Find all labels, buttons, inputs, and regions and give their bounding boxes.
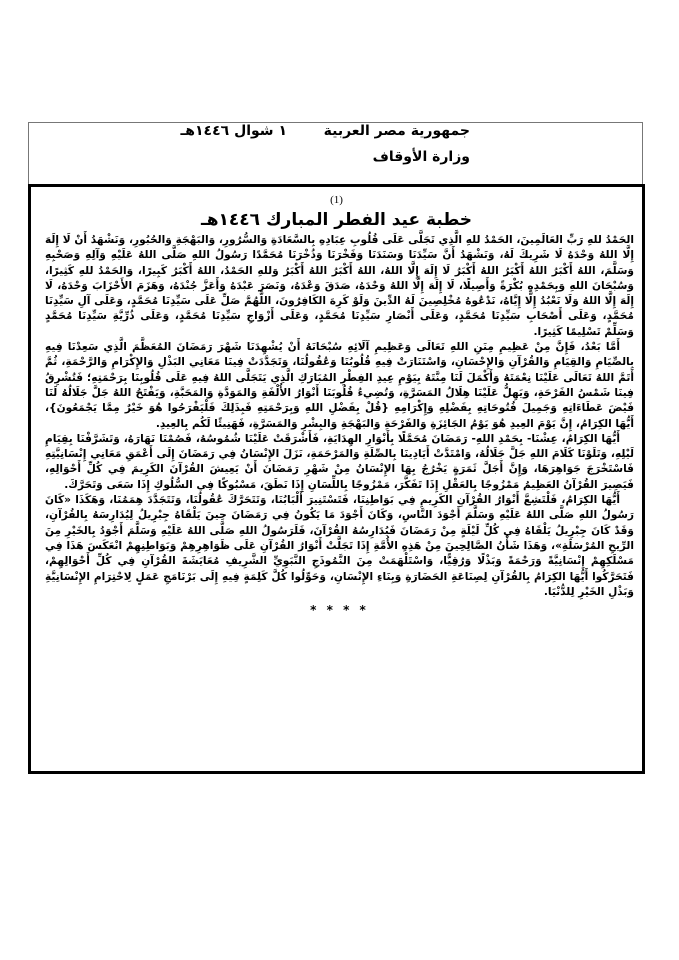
hijri-date: ١ شوال ١٤٤٦هـ	[180, 123, 287, 139]
paragraph-opening: الحَمْدُ للهِ رَبِّ العَالَمِينَ، الحَمْدُ للهِ الَّذِي تَجَلَّى عَلَى قُلُوبِ عِبَادِهِ بِالسَّعَادَةِ وَالسُّرُورِ، وَالبَهْجَةِ وَالحُبُورِ، وَنَشْهَدُ أَنْ لَا إِلَهَ إِلَّا اللهُ وَحْدَهُ لَا شَرِيكَ لَهُ، وَنَشْهَدُ أَنَّ سَيِّدَنَا وَسَنَدَنَا وَفَخْرَنَا وَذُخْرَنَا مُحَمَّدًا رَسُولُ اللهِ صَلَّى اللهُ عَلَيْهِ وَآلِهِ وَصَحْبِهِ وَسَلَّمَ، اللهُ أَكْبَرُ اللهُ أَكْبَرُ اللهُ أَكْبَرُ لَا إِلَهَ إِلَّا اللهُ، اللهُ أَكْبَرُ اللهُ أَكْبَرُ وَللهِ الحَمْدُ، اللهُ أَكْبَرُ كَبِيرًا، وَالحَمْدُ للهِ كَثِيرًا، وَسُبْحَانَ اللهِ وَبِحَمْدِهِ بُكْرَةً وَأَصِيلًا، لَا إِلَهَ إِلَّا اللهُ وَحْدَهُ، صَدَقَ وَعْدَهُ، وَنَصَرَ عَبْدَهُ وَأَعَزَّ جُنْدَهُ، وَهَزَمَ الأَحْزَابَ وَحْدَهُ، لَا إِلَهَ إِلَّا اللهُ وَلَا نَعْبُدُ إِلَّا إِيَّاهُ، نَدْعُوهُ مُخْلِصِينَ لَهُ الدِّينَ وَلَوْ كَرِهَ الكَافِرُونَ، اللَّهُمَّ صَلِّ عَلَى سَيِّدِنَا مُحَمَّدٍ، وَعَلَى آلِ سَيِّدِنَا مُحَمَّدٍ، وَعَلَى أَصْحَابِ سَيِّدِنَا مُحَمَّدٍ، وَعَلَى أَنْصَارِ سَيِّدِنَا مُحَمَّدٍ، وَعَلَى أَزْوَاجِ سَيِّدِنَا مُحَمَّدٍ، وَعَلَى ذُرِّيَّةِ سَيِّدِنَا مُحَمَّدٍ وَسَلِّمْ تَسْلِيمًا كَثِيرًا.	[45, 234, 634, 338]
republic-name: جمهورية مصر العربية	[323, 123, 470, 139]
paragraph-3: أَيُّهَا الكِرَامُ، عِشْنَا- بِحَمْدِ اللهِ- رَمَضَانَ مُحَمَّلًا بِأَنْوَارِ الهِدَايَةِ، فَأَشْرَقَتْ عَلَيْنَا شُمُوسُهُ، فَصُمْنَا نَهَارَهُ، وَتَشَرَّفْنَا بِقِيَامِ لَيْلِهِ، وَتَلَوْنَا كَلَامَ اللهِ جَلَّ جَلَالُهُ، وَامْتَدَّتْ أَيَادِينَا بِالصِّلَةِ وَالمَرْحَمَةِ، نَزَلَ الإِنْسَانُ فِي رَمَضَانَ إِلَى أَعْمَقِ مَعَانِي إِنْسَانِيَّتِهِ فَاسْتَخْرَجَ جَوَاهِرَهَا، وَإِنَّ أَجَلَّ ثَمَرَةٍ يَخْرُجُ بِهَا الإِنْسَانُ مِنْ شَهْرِ رَمَضَانَ أَنْ يَعِيشَ القُرْآنَ الكَرِيمَ فِي كُلِّ أَحْوَالِهِ، فَيَصِيرَ القُرْآنُ العَظِيمُ مَمْزُوجًا بِالعَقْلِ إِذَا تَفَكَّرَ، مَمْزُوجًا بِاللِّسَانِ إِذَا نَطَقَ، مَسْبُوكًا فِي السُّلُوكِ إِذَا سَعَى وَتَحَرَّكَ.	[45, 432, 634, 491]
section-separator: * * * *	[310, 603, 369, 618]
sermon-body	[28, 184, 645, 774]
paragraph-4: أَيُّهَا الكِرَامُ، فَلْتَشِعَّ أَنْوَارُ القُرْآنِ الكَرِيمِ فِي بَوَاطِنِنَا، فَتَسْتَنِيرَ أَلْبَابُنَا، وَتَتَحَرَّكَ عُقُولُنَا، وَتَتَجَدَّدَ هِمَمُنَا، وَهَكَذَا «كَانَ رَسُولُ اللهِ صَلَّى اللهُ عَلَيْهِ وَسَلَّمَ أَجْوَدَ النَّاسِ، وَكَانَ أَجْوَدَ مَا يَكُونُ فِي رَمَضَانَ حِينَ يَلْقَاهُ جِبْرِيلُ لِيُدَارِسَهُ بِالقُرْآنِ، وَقَدْ كَانَ جِبْرِيلُ يَلْقَاهُ فِي كُلِّ لَيْلَةٍ مِنْ رَمَضَانَ فَيُدَارِسُهُ القُرْآنَ، فَلَرَسُولُ اللهِ صَلَّى اللهُ عَلَيْهِ وَسَلَّمَ أَجْوَدُ بِالخَيْرِ مِنَ الرِّيحِ المُرْسَلَةِ»، وَهَذَا شَأْنُ الصَّالِحِينَ مِنْ هَذِهِ الأُمَّةِ إِذَا تَجَلَّتْ أَنْوَارُ القُرْآنِ عَلَى ظَوَاهِرِهِمْ وَبَوَاطِنِهِمْ انْعَكَسَ هَذَا فِي مَسْلَكِهِمْ إِنْسَانِيَّةً وَرَحْمَةً وَبَذْلًا وَرُقِيًّا، وَاسْتَلْهَمَتْ مِنَ النَّمُوذَجِ النَّبَوِيِّ الشَّرِيفِ مُعَايَشَةَ القُرْآنِ فِي كُلِّ أَحْوَالِهِمْ، فَتَحَرَّكُوا أَيُّهَا الكِرَامُ بِالقُرْآنِ لِصِنَاعَةِ الحَضَارَةِ وَبِنَاءِ الإِنْسَانِ، وَحَوِّلُوا كُلَّ كَلِمَةٍ فِيهِ إِلَى بَرْنَامَجِ عَمَلٍ لِاحْتِرَامِ الإِنْسَانِيَّةِ وَبَذْلِ الخَيْرِ لِلدُّنْيَا.	[45, 494, 634, 598]
sermon-content	[45, 233, 634, 618]
paragraph-2: أَمَّا بَعْدُ، فَإِنَّ مِنْ عَظِيمِ مِنَنِ اللهِ تَعَالَى وَعَظِيمِ آلَائِهِ سُبْحَانَهُ أَنْ يُشْهِدَنَا شَهْرَ رَمَضَانَ المُعَظَّمَ الَّذِي سَعِدْنَا فِيهِ بِالصِّيَامِ وَالقِيَامِ وَالقُرْآنِ وَالإِحْسَانِ، وَاسْتَنَارَتْ فِيهِ قُلُوبُنَا وَعُقُولُنَا، وَتَجَدَّدَتْ فِينَا مَعَانِي البَذْلِ وَالإِكْرَامِ وَالرَّحْمَةِ، ثُمَّ أَتَمَّ اللهُ تَعَالَى عَلَيْنَا نِعْمَتَهُ وَأَكْمَلَ لَنَا مِنَّتَهُ بِيَوْمِ عِيدِ الفِطْرِ المُبَارَكِ الَّذِي يَتَجَلَّى اللهُ فِيهِ عَلَى قُلُوبِنَا بِرَحْمَتِهِ؛ فَتُشْرِقُ فِينَا شَمْسُ الفَرْحَةِ، وَيَهِلُّ عَلَيْنَا هِلَالُ المَسَرَّةِ، وَتُضِيءُ قُلُوبَنَا أَنْوَارُ الأُلْفَةِ وَالمَوَدَّةِ وَالمَحَبَّةِ، وَيَفْتَحُ اللهُ جَلَّ جَلَالُهُ لَنَا فَيْضَ عَطَاءَاتِهِ وَجَمِيلَ فُتُوحَاتِهِ بِفَضْلِهِ وَإِكْرَامِهِ {قُلْ بِفَضْلِ اللهِ وَبِرَحْمَتِهِ فَبِذَلِكَ فَلْيَفْرَحُوا هُوَ خَيْرٌ مِمَّا يَجْمَعُونَ}، أَيُّهَا الكِرَامُ، إِنَّ يَوْمَ العِيدِ هُوَ يَوْمُ الجَائِزَةِ وَالفَرْحَةِ وَالبَهْجَةِ وَالبِشْرِ وَالمَسَرَّةِ، فَهَنِيئًا لَكُم بِالعِيدِ.	[45, 341, 634, 430]
page-number: (1)	[330, 194, 343, 206]
document-header	[28, 122, 643, 184]
sermon-title: خطبة عيد الفطر المبارك ١٤٤٦هـ	[200, 210, 473, 230]
ministry-name: وزارة الأوقاف	[372, 149, 470, 165]
